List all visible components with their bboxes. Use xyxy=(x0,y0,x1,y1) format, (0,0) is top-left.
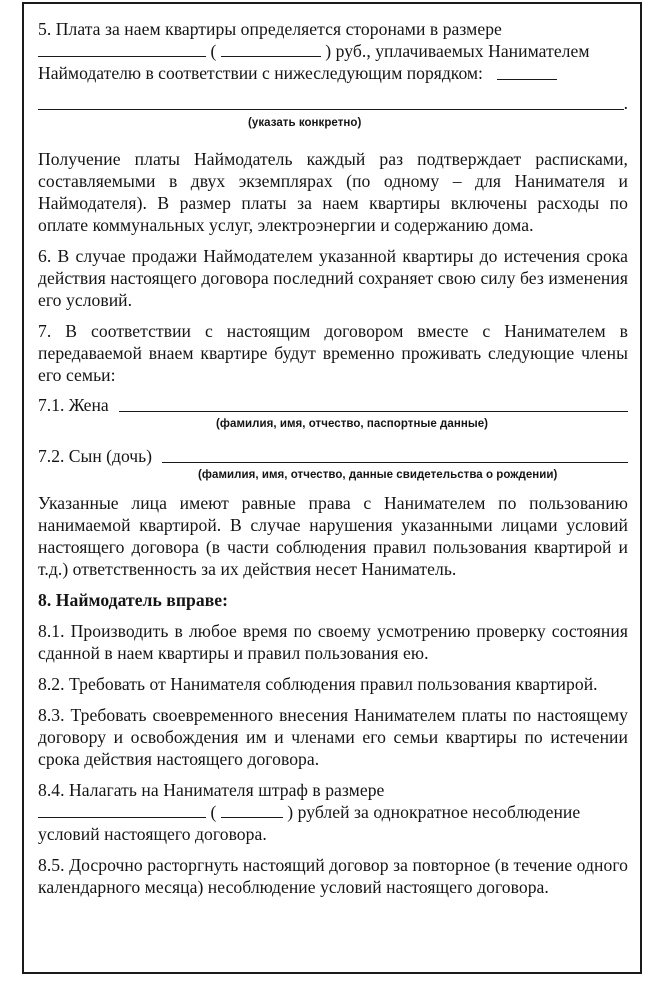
item-8-1: 8.1. Производить в любое время по своему усмотрению проверку состояния сданной в наем квартиры и правил пользования ею. xyxy=(38,621,628,663)
section-5-line-3 xyxy=(38,62,628,84)
wife-row xyxy=(38,394,628,416)
son-blank[interactable] xyxy=(162,446,628,463)
section-6-paragraph: 6. В случае продажи Наймодателем указанной квартиры до истечения срока действия настоящего договора последний сохраняет свою силу без изменения его условий. xyxy=(38,246,628,310)
order-blank-long[interactable] xyxy=(38,93,624,110)
fine-words-blank[interactable] xyxy=(221,801,283,818)
item-8-5: 8.5. Досрочно расторгнуть настоящий договор за повторное (в течение одного календарного месяца) несоблюдение условий настоящего договора. xyxy=(38,855,628,897)
item-8-4-line-1: 8.4. Налагать на Нанимателя штраф в размере xyxy=(38,780,385,800)
section-5-text: 5. Плата за наем квартиры определяется сторонами в размере xyxy=(38,19,502,39)
son-caption: (фамилия, имя, отчество, данные свидетельства о рождении) xyxy=(198,469,558,481)
section-5-line-1 xyxy=(38,18,628,40)
item-8-3: 8.3. Требовать своевременного внесения Нанимателем платы по настоящему договору и освобождения им и членами его семьи квартиры по истечении срока действия настоящего договора. xyxy=(38,705,628,769)
son-row xyxy=(38,445,628,467)
section-5-rubles-text: ) руб., уплачиваемых Нанимателем xyxy=(325,41,590,61)
fine-amount-blank[interactable] xyxy=(38,801,206,818)
item-8-4-line-2 xyxy=(38,801,628,823)
item-8-4-line-3: условий настоящего договора. xyxy=(38,824,267,844)
section-8-heading: 8. Наймодатель вправе: xyxy=(38,590,229,610)
wife-label: 7.1. Жена xyxy=(38,395,109,415)
section-5-line-4 xyxy=(38,92,628,114)
amount-words-blank[interactable] xyxy=(221,40,321,57)
document-content xyxy=(38,18,628,898)
section-5-line-2 xyxy=(38,40,628,62)
period: . xyxy=(623,93,628,113)
section-5-order-text: Наймодателю в соответствии с нижеследующим порядком: xyxy=(38,63,483,83)
section-7-paragraph: 7. В соответствии с настоящим договором вместе с Нанимателем в передаваемой внаем квартире будут временно проживать следующие члены его семьи: xyxy=(38,321,628,385)
item-8-2: 8.2. Требовать от Нанимателя соблюдения правил пользования квартирой. xyxy=(38,674,598,694)
order-blank-short[interactable] xyxy=(497,63,557,80)
payment-receipt-paragraph: Получение платы Наймодатель каждый раз подтверждает расписками, составляемыми в двух экземплярах (по одному – для Нанимателя и Наймодателя). В размер платы за наем квартиры включены расходы по оплате коммунальных услуг, электроэнергии и содержанию дома. xyxy=(38,149,628,235)
wife-caption: (фамилия, имя, отчество, паспортные данные) xyxy=(216,418,489,430)
paren-open: ( xyxy=(210,41,217,61)
amount-blank[interactable] xyxy=(38,40,206,57)
fine-rubles-text: ) рублей за однократное несоблюдение xyxy=(287,802,581,822)
family-rights-paragraph: Указанные лица имеют равные права с Нанимателем по пользованию нанимаемой квартирой. В случае нарушения указанными лицами условий настоящего договора (в части соблюдения правил пользования квартирой и т.д.) ответственность за их действия несет Наниматель. xyxy=(38,493,628,579)
specify-caption: (указать конкретно) xyxy=(248,117,362,129)
document-page xyxy=(22,2,642,974)
son-label: 7.2. Сын (дочь) xyxy=(38,446,153,466)
wife-blank[interactable] xyxy=(119,395,628,412)
paren-open-fine: ( xyxy=(210,802,217,822)
